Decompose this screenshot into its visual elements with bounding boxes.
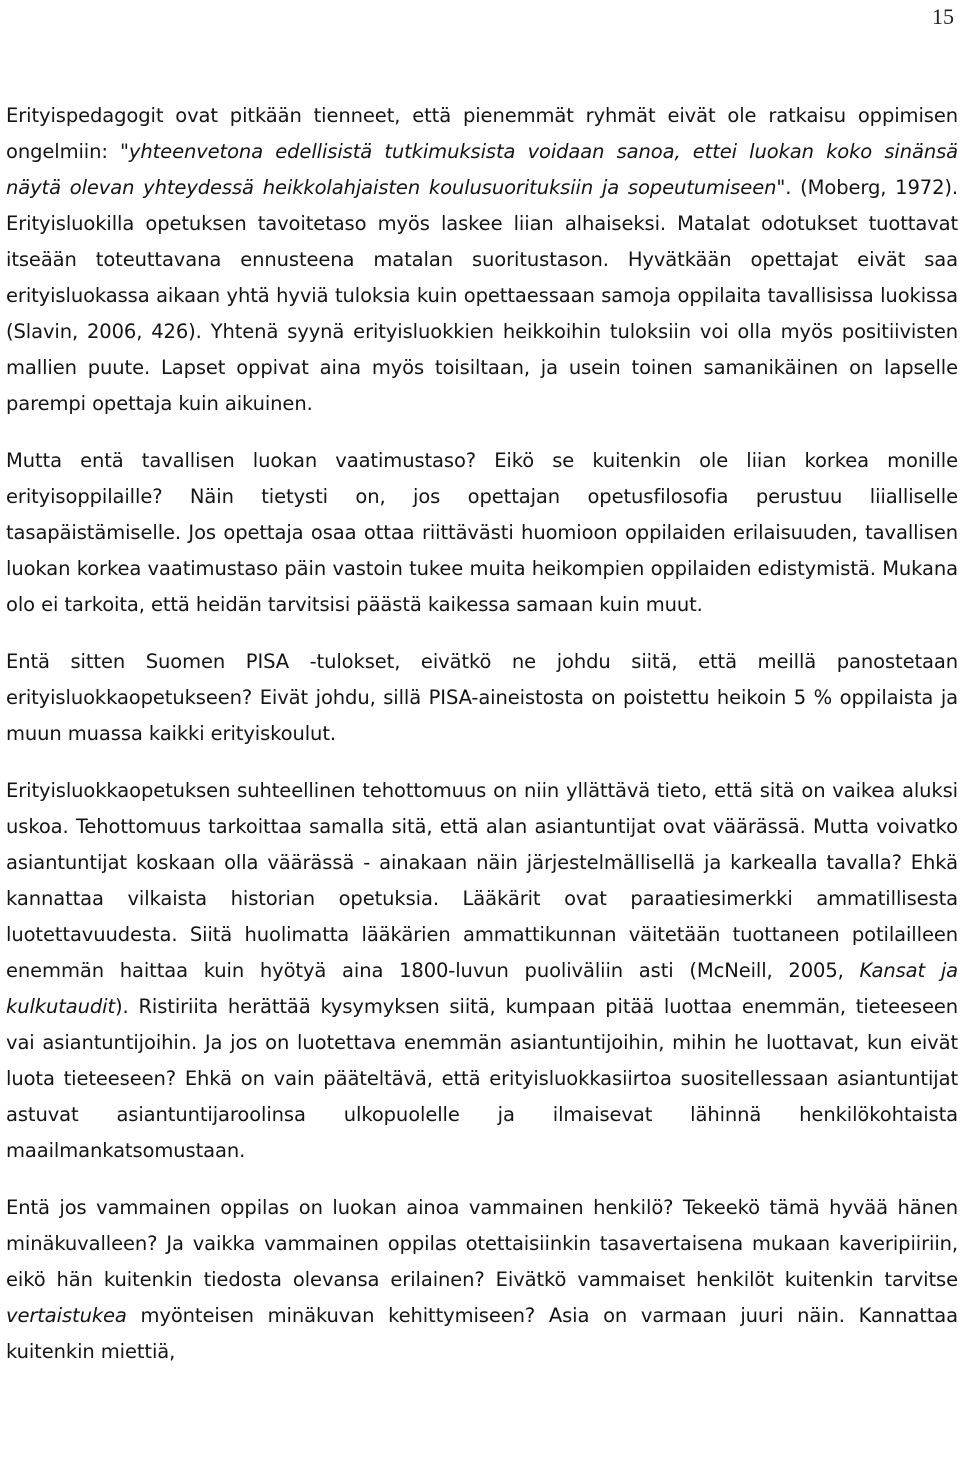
- page-number: 15: [932, 4, 954, 29]
- paragraph-4-text-a: Erityisluokkaopetuksen suhteellinen tehottomuus on niin yllättävä tieto, että sitä on vaikea aluksi uskoa. Tehottomuus tarkoittaa samalla sitä, että alan asiantuntijat ovat väärässä. Mutta voivatko asiantuntijat koskaan olla väärässä - ainakaan näin järjestelmällisellä ja karkealla tavalla? Ehkä kannattaa vilkaista historian opetuksia. Lääkärit ovat paraatiesimerkki ammatillisesta luotettavuudesta. Siitä huolimatta lääkärien ammattikunnan väitetään tuottaneen potilailleen enemmän haittaa kuin hyötyä aina 1800-luvun puoliväliin asti (McNeill, 2005,: [6, 779, 958, 982]
- paragraph-2: [6, 443, 958, 623]
- paragraph-2-text: Mutta entä tavallisen luokan vaatimustaso? Eikö se kuitenkin ole liian korkea monille erityisoppilaille? Näin tietysti on, jos opettajan opetusfilosofia perustuu liialliselle tasapäistämiselle. Jos opettaja osaa ottaa riittävästi huomioon oppilaiden erilaisuuden, tavallisen luokan korkea vaatimustaso päin vastoin tukee muita heikompien oppilaiden edistymistä. Mukana olo ei tarkoita, että heidän tarvitsisi päästä kaikessa samaan kuin muut.: [6, 449, 958, 616]
- paragraph-3-text: Entä sitten Suomen PISA -tulokset, eivätkö ne johdu siitä, että meillä panostetaan erityisluokkaopetukseen? Eivät johdu, sillä PISA-aineistosta on poistettu heikoin 5 % oppilaista ja muun muassa kaikki erityiskoulut.: [6, 650, 958, 745]
- paragraph-5-text-b: myönteisen minäkuvan kehittymiseen? Asia on varmaan juuri näin. Kannattaa kuitenkin miettiä,: [6, 1304, 958, 1363]
- book-title-italic: Kansat ja kulkutaudit: [6, 959, 958, 1018]
- paragraph-4: [6, 773, 958, 1169]
- paragraph-1-text-a: Erityispedagogit ovat pitkään tienneet, että pienemmät ryhmät eivät ole ratkaisu oppimisen ongelmiin: ": [6, 104, 958, 163]
- paragraph-1: [6, 98, 958, 422]
- paragraph-5: [6, 1190, 958, 1370]
- document-body: [6, 98, 958, 1370]
- paragraph-5-text-a: Entä jos vammainen oppilas on luokan ainoa vammainen henkilö? Tekeekö tämä hyvää hänen minäkuvalleen? Ja vaikka vammainen oppilas otettaisiinkin tasavertaisena mukaan kaveripiiriin, eikö hän kuitenkin tiedosta olevansa erilainen? Eivätkö vammaiset henkilöt kuitenkin tarvitse: [6, 1196, 958, 1291]
- paragraph-4-text-b: ). Ristiriita herättää kysymyksen siitä, kumpaan pitää luottaa enemmän, tieteeseen vai asiantuntijoihin. Ja jos on luotettava enemmän asiantuntijoihin, mihin he luottavat, kun eivät luota tieteeseen? Ehkä on vain pääteltävä, että erityisluokkasiirtoa suositellessaan asiantuntijat astuvat asiantuntijaroolinsa ulkopuolelle ja ilmaisevat lähinnä henkilökohtaista maailmankatsomustaan.: [6, 995, 958, 1162]
- quote-italic-text: yhteenvetona edellisistä tutkimuksista voidaan sanoa, ettei luokan koko sinänsä näytä olevan yhteydessä heikkolahjaisten koulusuorituksiin ja sopeutumiseen: [6, 140, 958, 199]
- paragraph-3: [6, 644, 958, 752]
- paragraph-1-text-b: ". (Moberg, 1972). Erityisluokilla opetuksen tavoitetaso myös laskee liian alhaiseksi. Matalat odotukset tuottavat itseään toteuttavana ennusteena matalan suoritustason. Hyvätkään opettajat eivät saa erityisluokassa aikaan yhtä hyviä tuloksia kuin opettaessaan samoja oppilaita tavallisissa luokissa (Slavin, 2006, 426). Yhtenä syynä erityisluokkien heikkoihin tuloksiin voi olla myös positiivisten mallien puute. Lapset oppivat aina myös toisiltaan, ja usein toinen samanikäinen on lapselle parempi opettaja kuin aikuinen.: [6, 176, 959, 415]
- vertaistukea-italic: vertaistukea: [6, 1304, 127, 1327]
